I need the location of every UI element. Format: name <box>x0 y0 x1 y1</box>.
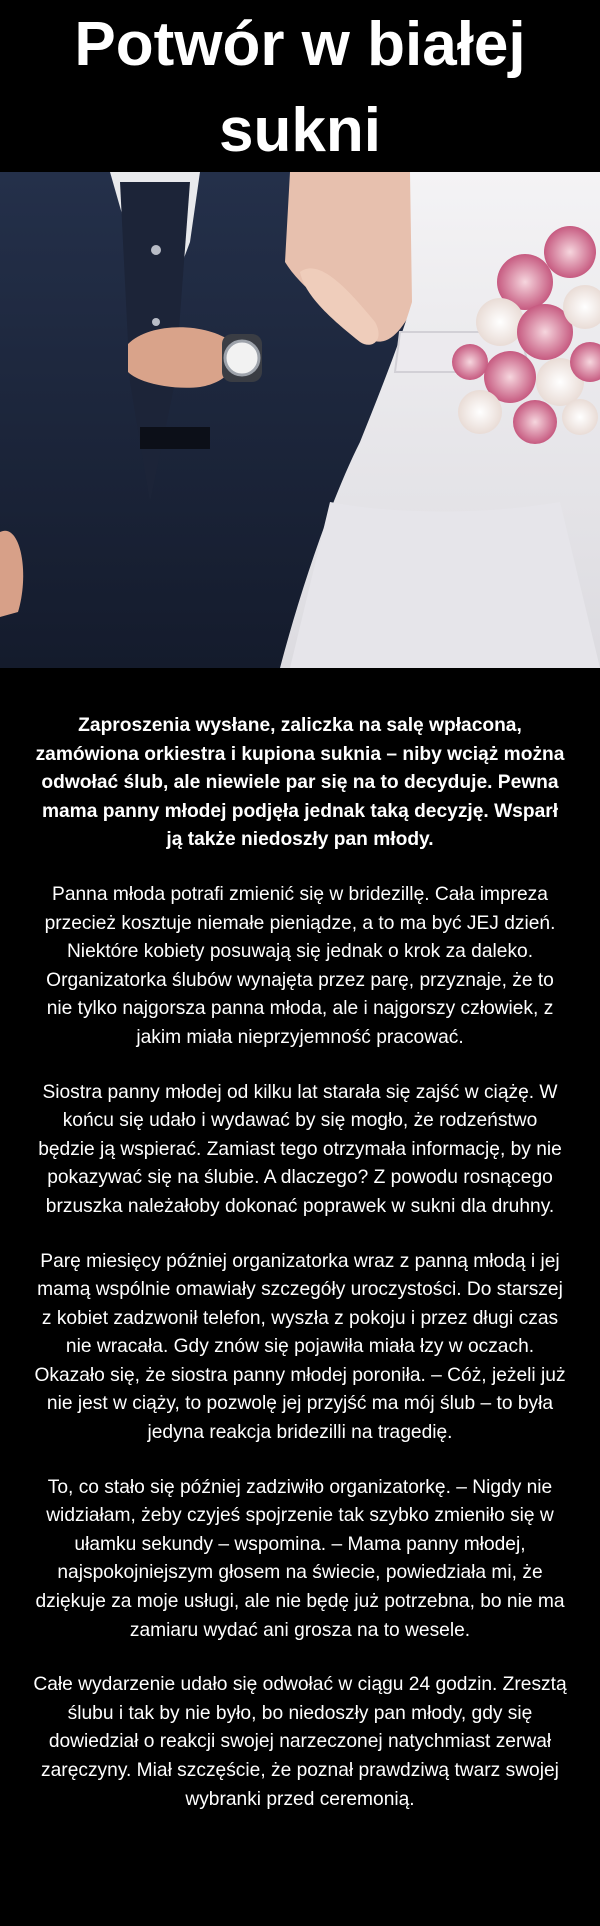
article-body <box>32 712 568 1840</box>
page-title: Potwór w białej sukni <box>74 10 526 165</box>
article-paragraph: Parę miesięcy później organizatorka wraz z panną młodą i jej mamą wspólnie omawiały szczegóły uroczystości. Do starszej z kobiet zadzwonił telefon, wyszła z pokoju i przez długi czas nie wracała. Gdy znów się pojawiła miała łzy w oczach. Okazało się, że siostra panny młodej poroniła. – Cóż, jeżeli już nie jest w ciąży, to pozwolę jej przyjść ma mój ślub – to była jedyna reakcja bridezilli na tragedię. <box>34 1250 566 1444</box>
article-lead: Zaproszenia wysłane, zaliczka na salę wpłacona, zamówiona orkiestra i kupiona suknia – niby wciąż można odwołać ślub, ale niewiele par się na to decyduje. Pewna mama panny młodej podjęła jednak taką decyzję. Wsparł ją także niedoszły pan młody. <box>35 715 565 851</box>
article-paragraph: To, co stało się później zadziwiło organizatorkę. – Nigdy nie widziałam, żeby czyjeś spojrzenie tak szybko zmieniło się w ułamku sekundy – wspomina. – Mama panny młodej, najspokojniejszym głosem na świecie, powiedziała mi, że dziękuje za moje usługi, ale nie będę już potrzebna, bo nie ma zamiaru wydać ani grosza na to wesele. <box>35 1476 565 1641</box>
article-paragraph: Panna młoda potrafi zmienić się w bridezillę. Cała impreza przecież kosztuje niemałe pieniądze, a to ma być JEJ dzień. Niektóre kobiety posuwają się jednak o krok za daleko. Organizatorka ślubów wynajęta przez parę, przyznaje, że to nie tylko najgorsza panna młoda, ale i najgorszy człowiek, z jakim miała nieprzyjemność pracować. <box>44 883 556 1048</box>
article-paragraph: Całe wydarzenie udało się odwołać w ciągu 24 godzin. Zresztą ślubu i tak by nie było, bo niedoszły pan młody, gdy się dowiedział o reakcji swojej narzeczonej natychmiast zerwał zaręczyny. Miał szczęście, że poznał prawdziwą twarz swojej wybranki przed ceremonią. <box>33 1674 567 1810</box>
wedding-couple-photo <box>0 172 600 668</box>
article-paragraph: Siostra panny młodej od kilku lat starała się zajść w ciążę. W końcu się udało i wydawać by się mogło, że rodzeństwo będzie ją wspierać. Zamiast tego otrzymała informację, by nie pokazywać się na ślubie. A dlaczego? Z powodu rosnącego brzuszka należałoby dokonać poprawek w sukni dla druhny. <box>38 1081 562 1217</box>
title-banner <box>0 0 600 172</box>
